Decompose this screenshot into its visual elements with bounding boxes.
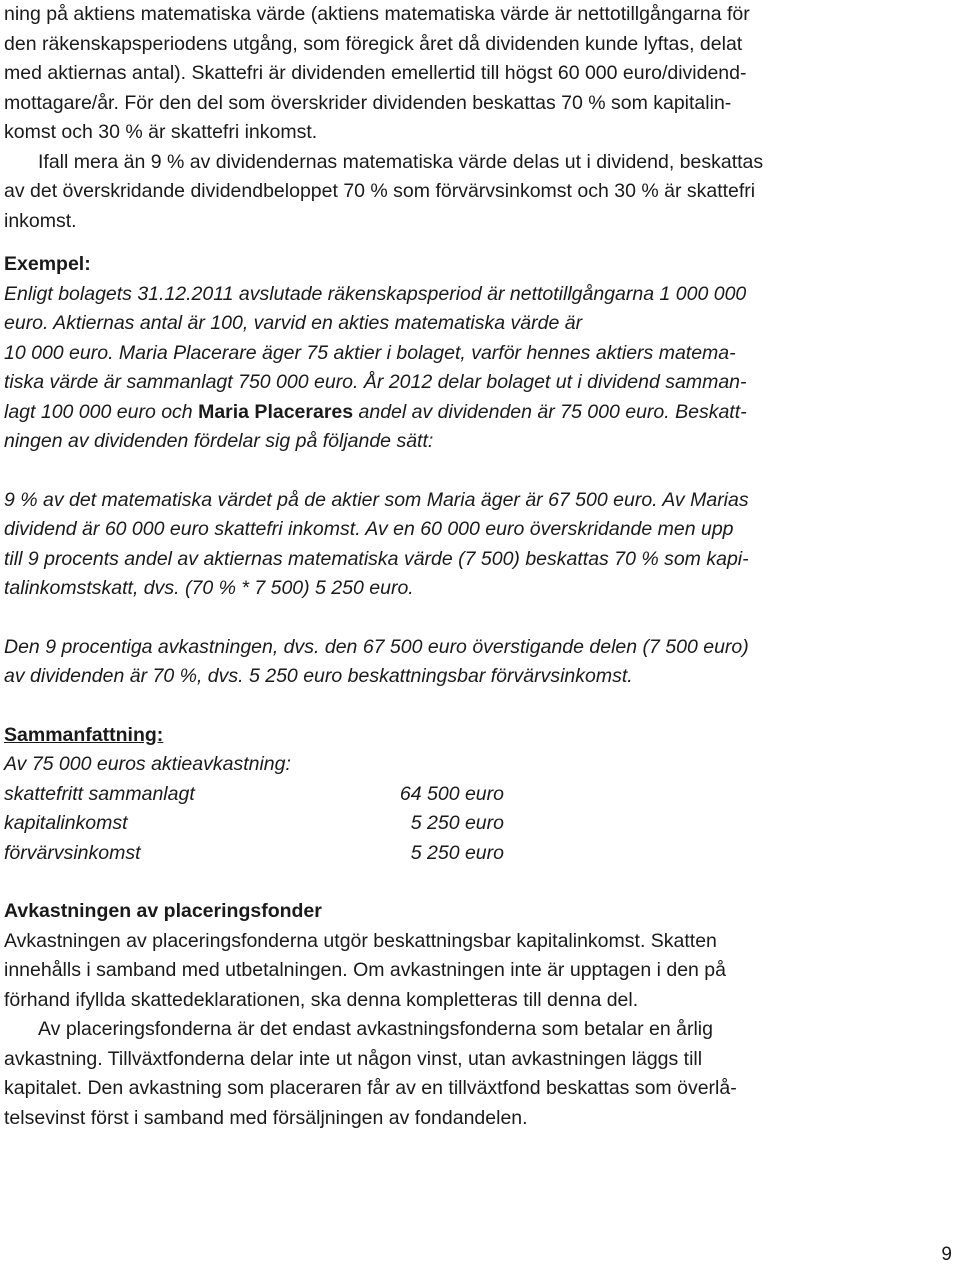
calculation-paragraph xyxy=(4,486,864,604)
text-line: den räkenskapsperiodens utgång, som föregick året då dividenden kunde lyftas, delat xyxy=(4,32,743,55)
page-number: 9 xyxy=(941,1244,952,1265)
text-line: ning på aktiens matematiska värde (aktiens matematiska värde är nettotillgångarna för xyxy=(4,3,750,25)
summary-value: 5 250 euro xyxy=(410,841,504,864)
person-name: Maria Placerares xyxy=(198,400,354,423)
summary-value: 5 250 euro xyxy=(410,812,504,834)
text-line xyxy=(4,398,864,428)
text-line: 10 000 euro. Maria Placerare äger 75 aktier i bolaget, varför hennes aktiers matema- xyxy=(4,341,736,364)
text-line: innehålls i samband med utbetalningen. Om avkastningen inte är upptagen i den på xyxy=(4,959,726,981)
summary-label: förvärvsinkomst xyxy=(4,841,141,864)
text-line: av det överskridande dividendbeloppet 70 % som förvärvsinkomst och 30 % är skattefri xyxy=(4,180,756,202)
text-span: andel av dividenden är 75 000 euro. Beskatt- xyxy=(353,400,747,423)
example-section xyxy=(4,250,864,457)
funds-heading: Avkastningen av placeringsfonder xyxy=(4,900,322,922)
document-page xyxy=(4,0,864,1133)
summary-row xyxy=(4,809,864,839)
text-line: Av placeringsfonderna är det endast avkastningsfonderna som betalar en årlig xyxy=(38,1018,713,1040)
summary-section xyxy=(4,721,864,869)
summary-heading: Sammanfattning: xyxy=(4,723,164,746)
text-line: mottagare/år. För den del som överskrider dividenden beskattas 70 % som kapitalin- xyxy=(4,91,732,114)
text-line: med aktiernas antal). Skattefri är dividenden emellertid till högst 60 000 euro/dividend- xyxy=(4,62,747,84)
text-line: ningen av dividenden fördelar sig på följande sätt: xyxy=(4,430,434,452)
summary-row xyxy=(4,839,864,869)
text-line: av dividenden är 70 %, dvs. 5 250 euro beskattningsbar förvärvsinkomst. xyxy=(4,665,633,687)
intro-paragraph-2 xyxy=(4,148,864,237)
text-line: 9 % av det matematiska värdet på de aktier som Maria äger är 67 500 euro. Av Marias xyxy=(4,488,749,511)
calculation-paragraph-2 xyxy=(4,633,864,692)
summary-row xyxy=(4,780,864,810)
text-line: talinkomstskatt, dvs. (70 % * 7 500) 5 250 euro. xyxy=(4,577,414,599)
text-line: tiska värde är sammanlagt 750 000 euro. År 2012 delar bolaget ut i dividend samman- xyxy=(4,371,747,393)
text-line: Den 9 procentiga avkastningen, dvs. den 67 500 euro överstigande delen (7 500 euro) xyxy=(4,635,749,658)
text-line: inkomst. xyxy=(4,209,77,232)
summary-value: 64 500 euro xyxy=(399,782,504,805)
text-line: komst och 30 % är skattefri inkomst. xyxy=(4,121,318,143)
example-heading: Exempel: xyxy=(4,253,91,275)
summary-label: skattefritt sammanlagt xyxy=(4,782,195,805)
text-span: lagt 100 000 euro och xyxy=(4,400,199,423)
text-line: förhand ifyllda skattedeklarationen, ska denna kompletteras till denna del. xyxy=(4,988,639,1011)
text-line: avkastning. Tillväxtfonderna delar inte ut någon vinst, utan avkastningen läggs till xyxy=(4,1047,703,1070)
summary-subtitle: Av 75 000 euros aktieavkastning: xyxy=(4,753,291,775)
text-line: telsevinst först i samband med försäljningen av fondandelen. xyxy=(4,1106,528,1129)
funds-section xyxy=(4,897,864,1133)
text-line: euro. Aktiernas antal är 100, varvid en akties matematiska värde är xyxy=(4,312,583,334)
text-line: kapitalet. Den avkastning som placeraren får av en tillväxtfond beskattas som överlå- xyxy=(4,1077,737,1099)
text-line: Avkastningen av placeringsfonderna utgör beskattningsbar kapitalinkomst. Skatten xyxy=(4,929,717,952)
summary-label: kapitalinkomst xyxy=(4,812,128,834)
text-line: till 9 procents andel av aktiernas matematiska värde (7 500) beskattas 70 % som kapi- xyxy=(4,547,749,570)
intro-paragraph xyxy=(4,0,864,148)
text-line: dividend är 60 000 euro skattefri inkomst. Av en 60 000 euro överskridande men upp xyxy=(4,518,734,540)
text-line: Ifall mera än 9 % av dividendernas matematiska värde delas ut i dividend, beskattas xyxy=(38,150,764,173)
text-line: Enligt bolagets 31.12.2011 avslutade räkenskapsperiod är nettotillgångarna 1 000 000 xyxy=(4,282,747,305)
